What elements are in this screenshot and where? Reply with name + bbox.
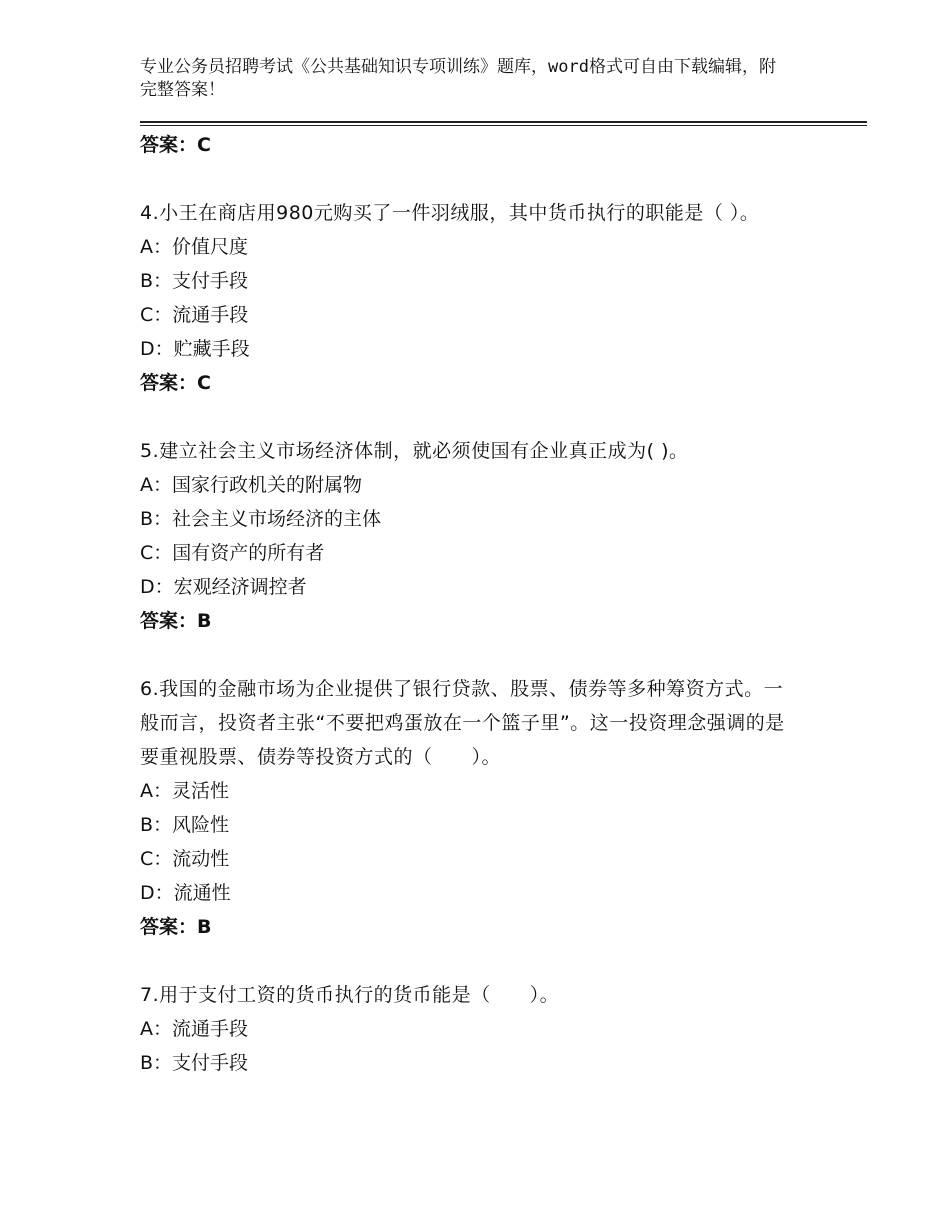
question-item [140,672,800,944]
option-d: D：贮藏手段 [140,338,250,360]
answer-label: 答案：B [140,610,212,632]
option-b: B：支付手段 [140,270,249,292]
question-item [140,196,800,400]
header-divider-thin [140,125,867,126]
answer-label: 答案：B [140,916,212,938]
question-item [140,978,800,1080]
question-text: 4.小王在商店用980元购买了一件羽绒服，其中货币执行的职能是（ ）。 [140,202,760,224]
option-a: A：流通手段 [140,1018,248,1040]
option-b: B：风险性 [140,814,230,836]
option-a: A：灵活性 [140,780,229,802]
answer-label: 答案：C [140,372,211,394]
option-c: C：国有资产的所有者 [140,542,325,564]
header-divider [140,121,867,127]
option-c: C：流通手段 [140,304,249,326]
option-a: A：国家行政机关的附属物 [140,474,362,496]
option-d: D：流通性 [140,882,231,904]
option-d: D：宏观经济调控者 [140,576,307,598]
option-b: B：支付手段 [140,1052,249,1074]
question-item [140,434,800,638]
option-c: C：流动性 [140,848,230,870]
question-list [140,128,800,1080]
answer-label: 答案：C [140,134,211,156]
question-text: 5.建立社会主义市场经济体制，就必须使国有企业真正成为( )。 [140,440,689,462]
document-header [140,56,790,102]
header-text: 专业公务员招聘考试《公共基础知识专项训练》题库，word格式可自由下载编辑，附完整答案！ [140,57,776,100]
header-divider-thick [140,121,867,123]
option-b: B：社会主义市场经济的主体 [140,508,382,530]
question-text: 7.用于支付工资的货币执行的货币能是（ ）。 [140,984,560,1006]
question-text: 6.我国的金融市场为企业提供了银行贷款、股票、债券等多种筹资方式。一般而言，投资者主张“不要把鸡蛋放在一个篮子里”。这一投资理念强调的是要重视股票、债券等投资方式的（ ）。 [140,678,785,768]
option-a: A：价值尺度 [140,236,248,258]
